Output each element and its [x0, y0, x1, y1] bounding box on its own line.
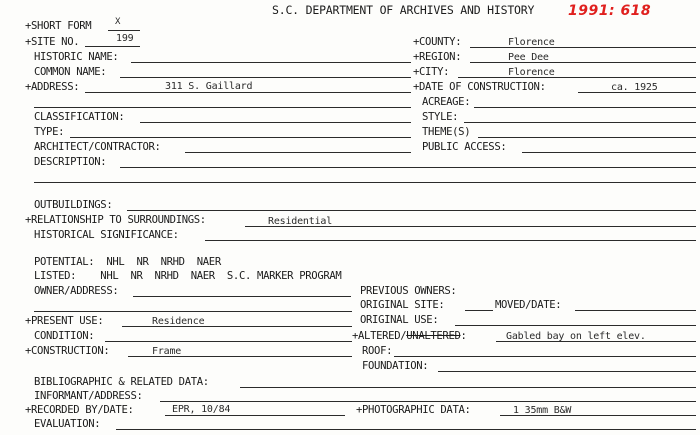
site-no-label: +SITE NO.	[25, 36, 80, 48]
address-line	[85, 92, 411, 93]
original-site-line	[465, 310, 493, 311]
informant-address-label: INFORMANT/ADDRESS:	[34, 390, 143, 402]
historic-name-line	[131, 62, 411, 63]
foundation-label: FOUNDATION:	[362, 360, 429, 372]
architect-contractor-line	[185, 152, 411, 153]
style-label: STYLE:	[422, 111, 459, 123]
themes-line	[478, 137, 696, 138]
present-use-line	[122, 326, 352, 327]
city-label: +CITY:	[413, 66, 450, 78]
common-name-line	[120, 77, 411, 78]
recorded-by-date-line	[165, 415, 345, 416]
evaluation-line	[116, 429, 696, 430]
roof-label: ROOF:	[362, 345, 393, 357]
short-form-value: X	[115, 17, 121, 27]
altered-line	[496, 341, 696, 342]
region-line	[470, 62, 696, 63]
description-line-2	[34, 182, 696, 183]
condition-label: CONDITION:	[34, 330, 95, 342]
address-line-2	[34, 107, 411, 108]
site-no-line	[85, 46, 140, 47]
date-of-construction-value: ca. 1925	[611, 82, 658, 93]
historical-significance-label: HISTORICAL SIGNIFICANCE:	[34, 229, 179, 241]
bibliographic-line	[240, 387, 696, 388]
county-value: Florence	[508, 37, 555, 48]
region-value: Pee Dee	[508, 52, 549, 63]
historical-significance-line	[205, 240, 696, 241]
date-of-construction-line	[578, 92, 696, 93]
classification-line	[140, 122, 411, 123]
address-value: 311 S. Gaillard	[165, 81, 253, 92]
common-name-label: COMMON NAME:	[34, 66, 107, 78]
owner-address-label: OWNER/ADDRESS:	[34, 285, 119, 297]
relationship-line	[245, 226, 696, 227]
informant-address-line	[160, 401, 696, 402]
altered-value: Gabled bay on left elev.	[506, 331, 646, 342]
short-form-line	[108, 30, 140, 31]
moved-date-label: MOVED/DATE:	[495, 299, 562, 311]
present-use-value: Residence	[152, 316, 205, 327]
altered-label	[352, 331, 467, 342]
evaluation-label: EVALUATION:	[34, 418, 101, 430]
public-access-line	[522, 152, 696, 153]
owner-address-line-2	[34, 311, 352, 312]
public-access-label: PUBLIC ACCESS:	[422, 141, 507, 153]
original-site-label: ORIGINAL SITE:	[360, 299, 445, 311]
historic-name-label: HISTORIC NAME:	[34, 51, 119, 63]
type-label: TYPE:	[34, 126, 65, 138]
original-use-label: ORIGINAL USE:	[360, 314, 439, 326]
bibliographic-label: BIBLIOGRAPHIC & RELATED DATA:	[34, 376, 209, 388]
description-line	[120, 167, 696, 168]
site-no-value: 199	[116, 33, 134, 44]
date-of-construction-label: +DATE OF CONSTRUCTION:	[413, 81, 546, 93]
previous-owners-label: PREVIOUS OWNERS:	[360, 285, 457, 297]
listed-label: LISTED: NHL NR NRHD NAER S.C. MARKER PROGRAM	[34, 270, 342, 282]
original-use-line	[455, 325, 696, 326]
moved-date-line	[575, 310, 696, 311]
county-label: +COUNTY:	[413, 36, 462, 48]
outbuildings-line	[127, 210, 696, 211]
city-line	[458, 77, 696, 78]
county-line	[470, 47, 696, 48]
owner-address-line	[133, 296, 351, 297]
photographic-data-line	[500, 415, 696, 416]
construction-value: Frame	[152, 346, 182, 357]
recorded-by-date-label: +RECORDED BY/DATE:	[25, 404, 134, 416]
construction-line	[128, 356, 352, 357]
city-value: Florence	[508, 67, 555, 78]
relationship-value: Residential	[268, 216, 333, 227]
acreage-label: ACREAGE:	[422, 96, 471, 108]
architect-contractor-label: ARCHITECT/CONTRACTOR:	[34, 141, 161, 153]
recorded-by-date-value: EPR, 10/84	[172, 404, 231, 415]
relationship-label: +RELATIONSHIP TO SURROUNDINGS:	[25, 214, 206, 226]
short-form-label: +SHORT FORM	[25, 20, 92, 32]
acreage-line	[474, 107, 696, 108]
photographic-data-label: +PHOTOGRAPHIC DATA:	[356, 404, 471, 416]
altered-prefix: +ALTERED/	[352, 330, 407, 342]
present-use-label: +PRESENT USE:	[25, 315, 104, 327]
potential-label: POTENTIAL: NHL NR NRHD NAER	[34, 256, 221, 268]
roof-line	[394, 356, 696, 357]
classification-label: CLASSIFICATION:	[34, 111, 125, 123]
photographic-data-value: 1 35mm B&W	[513, 405, 572, 416]
agency-title: S.C. DEPARTMENT OF ARCHIVES AND HISTORY	[272, 3, 535, 17]
style-line	[464, 122, 696, 123]
themes-label: THEME(S)	[422, 126, 471, 138]
description-label: DESCRIPTION:	[34, 156, 107, 168]
outbuildings-label: OUTBUILDINGS:	[34, 199, 113, 211]
accession-number: 1991: 618	[568, 3, 652, 19]
unaltered-struck: UNALTERED	[406, 330, 461, 342]
altered-suffix: :	[460, 330, 467, 342]
construction-label: +CONSTRUCTION:	[25, 345, 110, 357]
type-line	[70, 137, 411, 138]
foundation-line	[438, 371, 696, 372]
condition-line	[105, 341, 352, 342]
address-label: +ADDRESS:	[25, 81, 80, 93]
region-label: +REGION:	[413, 51, 462, 63]
